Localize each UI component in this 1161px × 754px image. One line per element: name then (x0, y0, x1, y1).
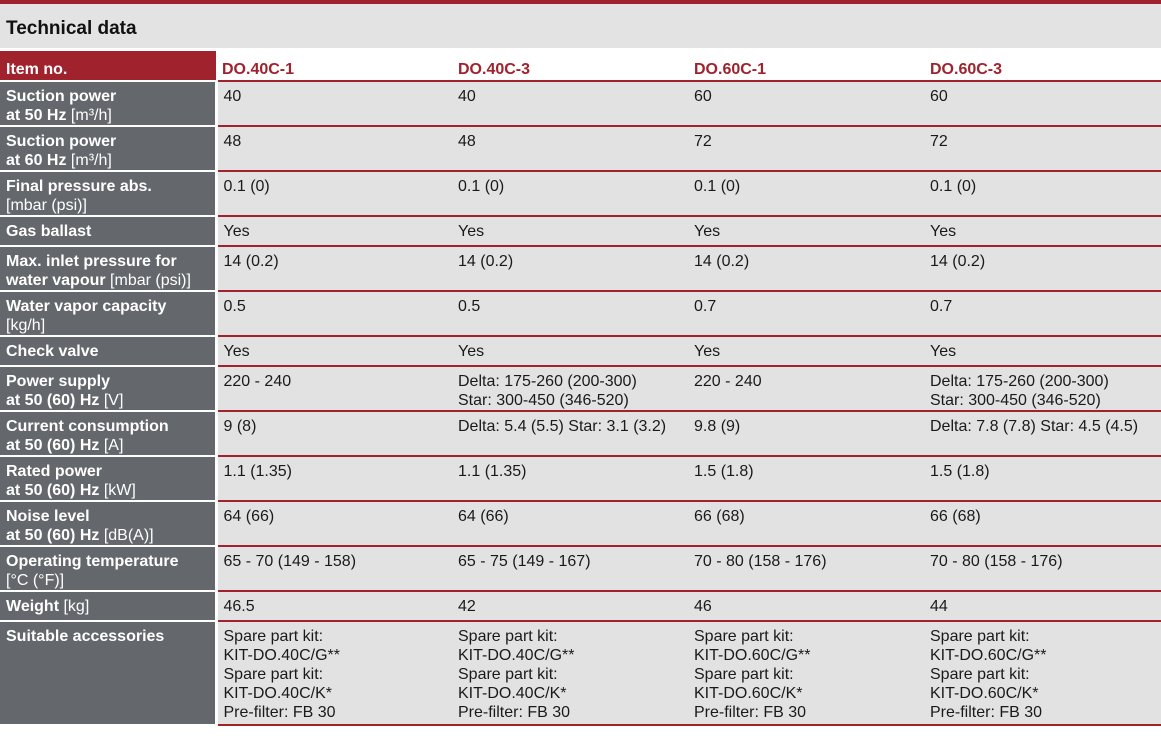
table-cell: Delta: 175-260 (200-300) Star: 300-450 (346-520) (452, 366, 688, 411)
table-cell: 9.8 (9) (688, 411, 924, 456)
table-cell: 44 (924, 591, 1161, 621)
table-cell: 0.1 (0) (452, 171, 688, 216)
table-cell: 48 (452, 126, 688, 171)
table-cell: 0.7 (924, 291, 1161, 336)
row-label-title: Gas ballast (6, 223, 92, 240)
table-row (0, 456, 1161, 501)
table-cell: 72 (924, 126, 1161, 171)
table-cell: Delta: 175-260 (200-300) Star: 300-450 (346-520) (924, 366, 1161, 411)
table-cell: 14 (0.2) (924, 246, 1161, 291)
row-unit: [kg/h] (6, 317, 46, 334)
table-cell: Yes (452, 216, 688, 246)
row-unit: [kg] (63, 598, 90, 615)
row-unit: [kW] (103, 482, 136, 499)
table-body (0, 81, 1161, 725)
table-cell: 46.5 (216, 591, 452, 621)
row-unit: [V] (103, 392, 124, 409)
row-label-subtitle: at 50 (60) Hz (6, 437, 100, 454)
table-cell: 14 (0.2) (452, 246, 688, 291)
table-cell: 1.5 (1.8) (924, 456, 1161, 501)
title-bar (0, 4, 1161, 48)
item-no-header: Item no. (0, 51, 216, 81)
table-cell: 0.5 (216, 291, 452, 336)
row-unit: [A] (103, 437, 124, 454)
row-label-subtitle: at 50 (60) Hz (6, 527, 100, 544)
row-label (0, 366, 216, 411)
row-label-title: Water vapor capacity (6, 298, 167, 315)
table-row (0, 546, 1161, 591)
table-cell: 0.1 (0) (216, 171, 452, 216)
row-label-title: Suitable accessories (6, 628, 165, 645)
table-cell: 42 (452, 591, 688, 621)
row-label (0, 591, 216, 621)
row-label-title: Max. inlet pressure for (6, 253, 177, 270)
table-row (0, 216, 1161, 246)
row-label-title: Check valve (6, 343, 99, 360)
table-cell: Yes (452, 336, 688, 366)
row-label (0, 246, 216, 291)
table-cell: 14 (0.2) (216, 246, 452, 291)
table-row (0, 171, 1161, 216)
table-row (0, 501, 1161, 546)
model-header: DO.60C-1 (688, 51, 924, 81)
table-cell: 48 (216, 126, 452, 171)
row-label (0, 411, 216, 456)
table-cell: Spare part kit: KIT-DO.40C/G** Spare part kit: KIT-DO.40C/K* Pre-filter: FB 30 (216, 621, 452, 725)
table-cell: 70 - 80 (158 - 176) (924, 546, 1161, 591)
table-cell: 0.1 (0) (688, 171, 924, 216)
row-label (0, 336, 216, 366)
row-label-subtitle: at 60 Hz (6, 152, 67, 169)
row-label (0, 126, 216, 171)
table-cell: Yes (924, 216, 1161, 246)
row-label-title: Noise level (6, 508, 90, 525)
table-cell: 65 - 75 (149 - 167) (452, 546, 688, 591)
row-label-title: Operating temperature (6, 553, 179, 570)
row-unit: [mbar (psi)] (6, 197, 87, 214)
row-label-title: Current consumption (6, 418, 169, 435)
row-label-subtitle: at 50 (60) Hz (6, 482, 100, 499)
row-label (0, 621, 216, 725)
table-cell: 70 - 80 (158 - 176) (688, 546, 924, 591)
row-unit: [mbar (psi)] (110, 272, 191, 289)
table-cell: Yes (688, 336, 924, 366)
table-row (0, 621, 1161, 725)
table-cell: 1.1 (1.35) (216, 456, 452, 501)
table-row (0, 336, 1161, 366)
table-cell: 66 (68) (924, 501, 1161, 546)
table-cell: 14 (0.2) (688, 246, 924, 291)
table-row (0, 366, 1161, 411)
row-label-title: Suction power (6, 88, 117, 105)
table-cell: Yes (216, 336, 452, 366)
table-cell: Spare part kit: KIT-DO.60C/G** Spare part kit: KIT-DO.60C/K* Pre-filter: FB 30 (924, 621, 1161, 725)
row-unit: [m³/h] (70, 152, 112, 169)
table-cell: 220 - 240 (216, 366, 452, 411)
table-cell: 46 (688, 591, 924, 621)
row-label (0, 546, 216, 591)
table-cell: 40 (216, 81, 452, 126)
table-row (0, 246, 1161, 291)
table-cell: Delta: 5.4 (5.5) Star: 3.1 (3.2) (452, 411, 688, 456)
row-label (0, 501, 216, 546)
table-cell: Yes (688, 216, 924, 246)
row-unit: [°C (°F)] (6, 572, 65, 589)
row-label-subtitle: water vapour (6, 272, 106, 289)
model-header: DO.40C-3 (452, 51, 688, 81)
table-cell: Delta: 7.8 (7.8) Star: 4.5 (4.5) (924, 411, 1161, 456)
table-row (0, 591, 1161, 621)
table-cell: Yes (924, 336, 1161, 366)
table-cell: 60 (688, 81, 924, 126)
row-label (0, 291, 216, 336)
table-row (0, 81, 1161, 126)
row-label-subtitle: at 50 Hz (6, 107, 67, 124)
table-cell: 1.5 (1.8) (688, 456, 924, 501)
row-label (0, 171, 216, 216)
page-title: Technical data (6, 18, 137, 39)
row-label-title: Weight (6, 598, 60, 615)
row-label (0, 216, 216, 246)
table-row (0, 291, 1161, 336)
model-header: DO.60C-3 (924, 51, 1161, 81)
table-cell: Spare part kit: KIT-DO.60C/G** Spare part kit: KIT-DO.60C/K* Pre-filter: FB 30 (688, 621, 924, 725)
row-label-subtitle: at 50 (60) Hz (6, 392, 100, 409)
table-row (0, 411, 1161, 456)
table-cell: 1.1 (1.35) (452, 456, 688, 501)
table-header-row (0, 51, 1161, 81)
table-row (0, 126, 1161, 171)
row-label-title: Final pressure abs. (6, 178, 152, 195)
table-cell: 60 (924, 81, 1161, 126)
table-cell: 66 (68) (688, 501, 924, 546)
table-cell: 0.5 (452, 291, 688, 336)
row-unit: [m³/h] (70, 107, 112, 124)
table-cell: 72 (688, 126, 924, 171)
table-cell: 64 (66) (216, 501, 452, 546)
table-cell: 9 (8) (216, 411, 452, 456)
row-label (0, 456, 216, 501)
table-cell: 65 - 70 (149 - 158) (216, 546, 452, 591)
row-label-title: Suction power (6, 133, 117, 150)
table-cell: Yes (216, 216, 452, 246)
table-cell: 0.7 (688, 291, 924, 336)
technical-data-table (0, 51, 1161, 726)
row-label-title: Rated power (6, 463, 103, 480)
table-cell: 40 (452, 81, 688, 126)
table-cell: 220 - 240 (688, 366, 924, 411)
row-label-title: Power supply (6, 373, 111, 390)
row-unit: [dB(A)] (103, 527, 154, 544)
row-label (0, 81, 216, 126)
table-cell: 0.1 (0) (924, 171, 1161, 216)
table-cell: Spare part kit: KIT-DO.40C/G** Spare part kit: KIT-DO.40C/K* Pre-filter: FB 30 (452, 621, 688, 725)
table-cell: 64 (66) (452, 501, 688, 546)
model-header: DO.40C-1 (216, 51, 452, 81)
